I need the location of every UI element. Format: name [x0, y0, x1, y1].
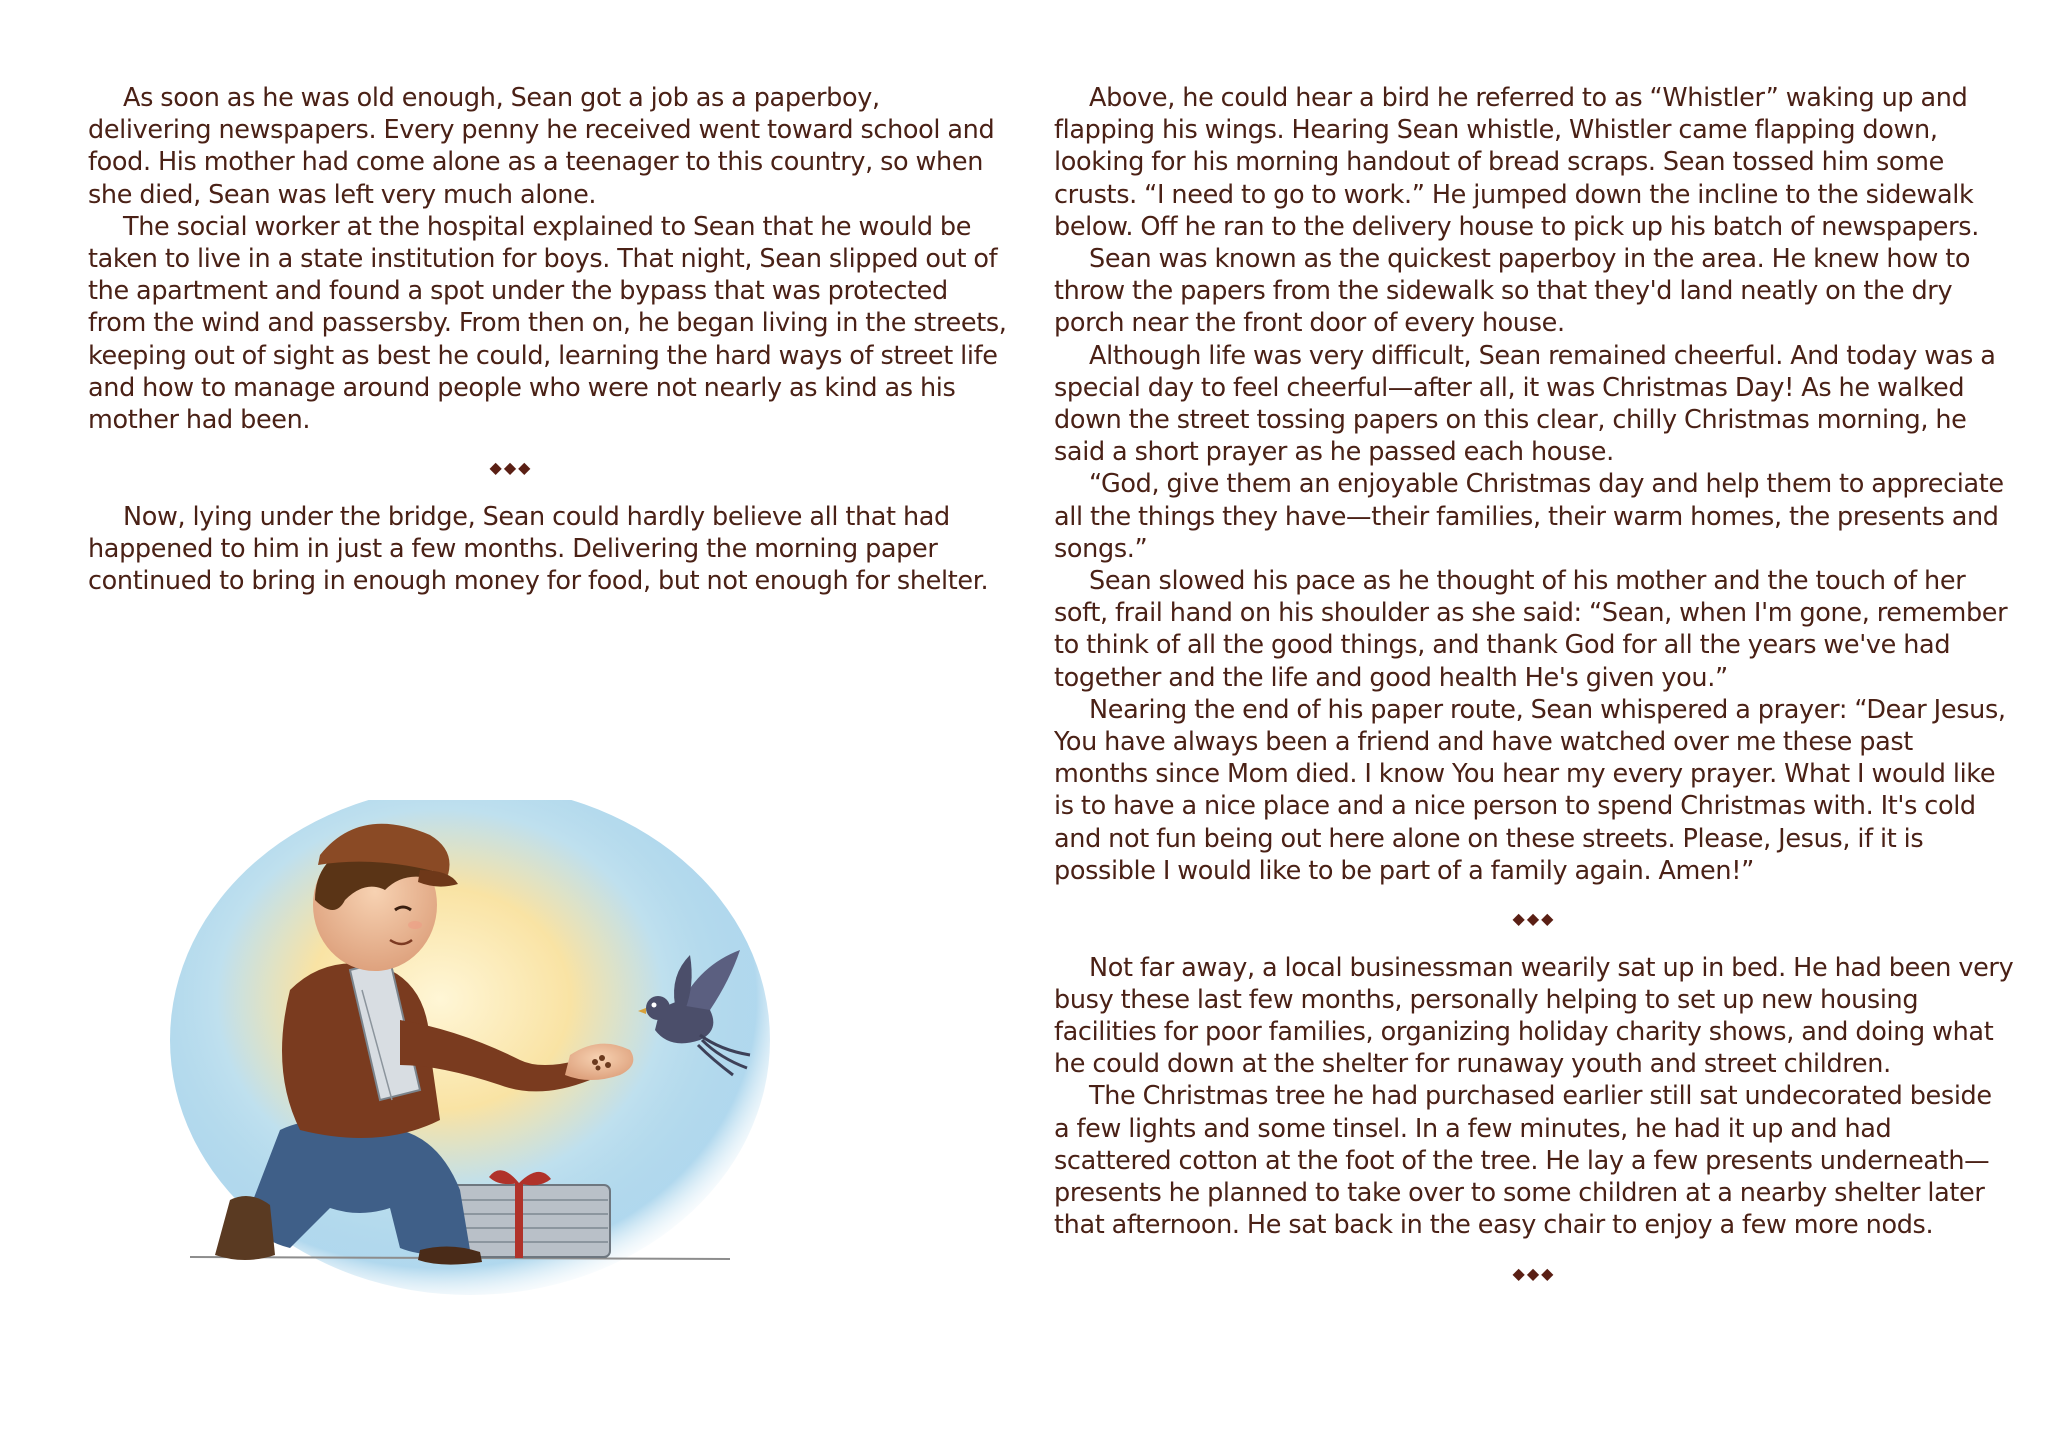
- paragraph: Above, he could hear a bird he referred to as “Whistler” waking up and flapping his wings. Hearing Sean whistle, Whistler came flapping down, looking for his morning handout of bread scraps. Sean tossed him some crusts. “I need to go to work.” He jumped down the incline to the sidewalk below. Off he ran to the delivery house to pick up his batch of newspapers.: [1054, 83, 1979, 242]
- paragraph: Not far away, a local businessman wearily sat up in bed. He had been very busy these last few months, personally helping to set up new housing facilities for poor families, organizing holiday charity shows, and doing what he could down at the shelter for runaway youth and street children.: [1054, 952, 2014, 1080]
- paragraph: Nearing the end of his paper route, Sean whispered a prayer: “Dear Jesus, You have always been a friend and have watched over me these past months since Mom died. I know You hear my every prayer. What I would like is to have a nice place and a nice person to spend Christmas with. It's cold and not fun being out here alone on these streets. Please, Jesus, if it is possible I would like to be part of a family again. Amen!”: [1054, 694, 2006, 886]
- paperboy-feeding-bird-illustration: [170, 800, 870, 1300]
- section-separator: ◆◆◆: [1512, 1263, 1556, 1283]
- paragraph: The social worker at the hospital explained to Sean that he would be taken to live in a state institution for boys. That night, Sean slipped out of the apartment and found a spot under the bypass that was protected from the wind and passersby. From then on, he began living in the streets, keeping out of sight as best he could, learning the hard ways of street life and how to manage around people who were not nearly as kind as his mother had been.: [88, 211, 1007, 436]
- paragraph: Now, lying under the bridge, Sean could hardly believe all that had happened to him in just a few months. Delivering the morning paper continued to bring in enough money for food, but not enough for shelter.: [88, 501, 989, 597]
- paragraph: Sean slowed his pace as he thought of his mother and the touch of her soft, frail hand on his shoulder as she said: “Sean, when I'm gone, remember to think of all the good things, and thank God for all the years we've had together and the life and good health He's given you.”: [1054, 566, 2008, 693]
- right-page: [1024, 0, 2048, 1448]
- paragraph: Although life was very difficult, Sean remained cheerful. And today was a special day to feel cheerful—after all, it was Christmas Day! As he walked down the street tossing papers on this clear, chilly Christmas morning, he said a short prayer as he passed each house.: [1054, 340, 1996, 468]
- paragraph: “God, give them an enjoyable Christmas day and help them to appreciate all the things they have—their families, their warm homes, the presents and songs.”: [1054, 469, 2004, 564]
- left-text-column: [88, 82, 1008, 597]
- section-separator: ◆◆◆: [1512, 909, 1556, 929]
- paragraph: Sean was known as the quickest paperboy in the area. He knew how to throw the papers from the sidewalk so that they'd land neatly on the dry porch near the front door of every house.: [1054, 244, 1971, 339]
- section-separator: ◆◆◆: [489, 458, 533, 478]
- paragraph: The Christmas tree he had purchased earlier still sat undecorated beside a few lights and some tinsel. In a few minutes, he had it up and had scattered cotton at the foot of the tree. He lay a few presents underneath—presents he planned to take over to some children at a nearby shelter later that afternoon. He sat back in the easy chair to enjoy a few more nods.: [1054, 1081, 1992, 1241]
- right-text-column: [1054, 82, 2014, 1306]
- paragraph: As soon as he was old enough, Sean got a job as a paperboy, delivering newspapers. Every penny he received went toward school and food. His mother had come alone as a teenager to this country, so when she died, Sean was left very much alone.: [88, 83, 995, 210]
